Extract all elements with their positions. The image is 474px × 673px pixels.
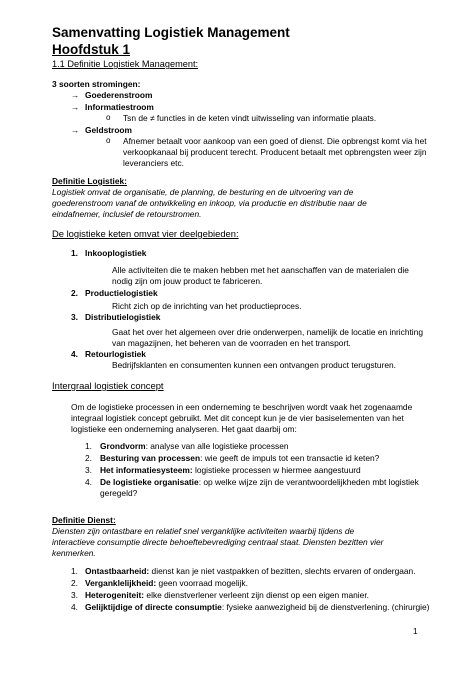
bullet-circle-icon: o bbox=[106, 136, 111, 145]
def-dienst-line: kenmerken. bbox=[52, 548, 96, 558]
list-number: 4. bbox=[71, 349, 78, 359]
stream-sub-text: verkoopkanaal bij producent terecht. Producent betaalt met opbrengsten weer zijn bbox=[123, 147, 427, 157]
def-logistiek-heading: Definitie Logistiek: bbox=[52, 176, 127, 186]
integraal-item: Het informatiesysteem: logistieke processen w hiermee aangestuurd bbox=[100, 465, 361, 475]
bullet-circle-icon: o bbox=[106, 113, 111, 122]
arrow-icon: → bbox=[71, 90, 80, 100]
section-heading: 1.1 Definitie Logistiek Management: bbox=[52, 59, 199, 69]
integraal-intro-line: Om de logistieke processen in een onderneming te beschrijven wordt vaak het zogenaamde bbox=[71, 402, 413, 412]
stream-sub-text: Tsn de ≠ functies in de keten vindt uitwisseling van informatie plaats. bbox=[123, 113, 377, 123]
kenmerk-item: Ontastbaarheid: dienst kan je niet vastpakken of bezitten, slechts ervaren of ondergaan. bbox=[85, 566, 416, 576]
def-logistiek-line: goederenstroom vanaf de ontwikkeling en inkoop, via productie en distributie naar de bbox=[52, 198, 367, 208]
deelgebied-title: Productielogistiek bbox=[85, 288, 158, 298]
deelgebied-text: van magazijnen, het beheren van de voorraden en het transport. bbox=[112, 338, 351, 348]
deelgebied-text: Alle activiteiten die te maken hebben met het aanschaffen van de materialen die bbox=[112, 265, 409, 275]
streams-heading: 3 soorten stromingen: bbox=[52, 79, 141, 89]
deelgebied-text: Richt zich op de inrichting van het productieproces. bbox=[112, 301, 302, 311]
chapter-heading: Hoofdstuk 1 bbox=[52, 42, 131, 57]
stream-label: Goederenstroom bbox=[85, 90, 153, 100]
integraal-item: De logistieke organisatie: op welke wijze zijn de verantwoordelijkheden mbt logistiek bbox=[100, 477, 419, 487]
document-title: Samenvatting Logistiek Management bbox=[52, 25, 290, 40]
deelgebied-text: Bedrijfsklanten en consumenten kunnen een ontvangen product terugsturen. bbox=[112, 360, 397, 370]
integraal-item-continuation: geregeld? bbox=[100, 488, 138, 498]
list-number: 3. bbox=[71, 312, 78, 322]
list-number: 1. bbox=[71, 566, 78, 576]
deelgebied-text: nodig zijn om jouw product te fabriceren. bbox=[112, 276, 263, 286]
def-dienst-line: Diensten zijn ontastbare en relatief snel verganklijke activiteiten waarbij tijdens de bbox=[52, 526, 355, 536]
stream-label: Informatiestroom bbox=[85, 102, 154, 112]
kenmerk-item: Verganklelijkheid: geen voorraad mogelijk. bbox=[85, 578, 248, 588]
integraal-heading: Intergraal logistiek concept bbox=[52, 380, 164, 391]
arrow-icon: → bbox=[71, 125, 80, 135]
list-number: 2. bbox=[71, 288, 78, 298]
list-number: 1. bbox=[85, 441, 92, 451]
stream-sub-text: leveranciers etc. bbox=[123, 158, 184, 168]
list-number: 3. bbox=[71, 590, 78, 600]
list-number: 3. bbox=[85, 465, 92, 475]
integraal-intro-line: integraal logistiek concept gebruikt. Met dit concept kun je de vier basiselementen van het bbox=[71, 413, 404, 423]
def-dienst-line: interactieve consumptie directe behoeftebevrediging centraal staat. Diensten bezitten vier bbox=[52, 537, 384, 547]
deelgebied-title: Retourlogistiek bbox=[85, 349, 146, 359]
def-logistiek-line: Logistiek omvat de organisatie, de planning, de besturing en de uitvoering van de bbox=[52, 187, 354, 197]
list-number: 2. bbox=[71, 578, 78, 588]
stream-label: Geldstroom bbox=[85, 125, 132, 135]
integraal-intro-line: logistieke een onderneming analyseren. Het gaat daarbij om: bbox=[71, 424, 297, 434]
integraal-item: Besturing van processen: wie geeft de impuls tot een transactie id keten? bbox=[100, 453, 380, 463]
arrow-icon: → bbox=[71, 102, 80, 112]
page-number: 1 bbox=[413, 626, 418, 636]
def-dienst-heading: Definitie Dienst: bbox=[52, 515, 116, 525]
kenmerk-item: Gelijktijdige of directe consumptie: fysieke aanwezigheid bij de dienstverlening. (chirurgie) bbox=[85, 602, 430, 612]
deelgebied-title: Distributielogistiek bbox=[85, 312, 161, 322]
deelgebied-title: Inkooplogistiek bbox=[85, 248, 147, 258]
kenmerk-item: Heterogeniteit: elke dienstverlener verleent zijn dienst op een eigen manier. bbox=[85, 590, 369, 600]
integraal-item: Grondvorm: analyse van alle logistieke processen bbox=[100, 441, 289, 451]
def-logistiek-line: eindafnemer, inclusief de retourstromen. bbox=[52, 209, 202, 219]
list-number: 1. bbox=[71, 248, 78, 258]
list-number: 4. bbox=[85, 477, 92, 487]
deelgebied-text: Gaat het over het algemeen over drie onderwerpen, namelijk de locatie en inrichting bbox=[112, 327, 423, 337]
list-number: 4. bbox=[71, 602, 78, 612]
deelgebieden-heading: De logistieke keten omvat vier deelgebieden: bbox=[52, 228, 239, 239]
list-number: 2. bbox=[85, 453, 92, 463]
stream-sub-text: Afnemer betaalt voor aankoop van een goed of dienst. Die opbrengst komt via het bbox=[123, 136, 427, 146]
